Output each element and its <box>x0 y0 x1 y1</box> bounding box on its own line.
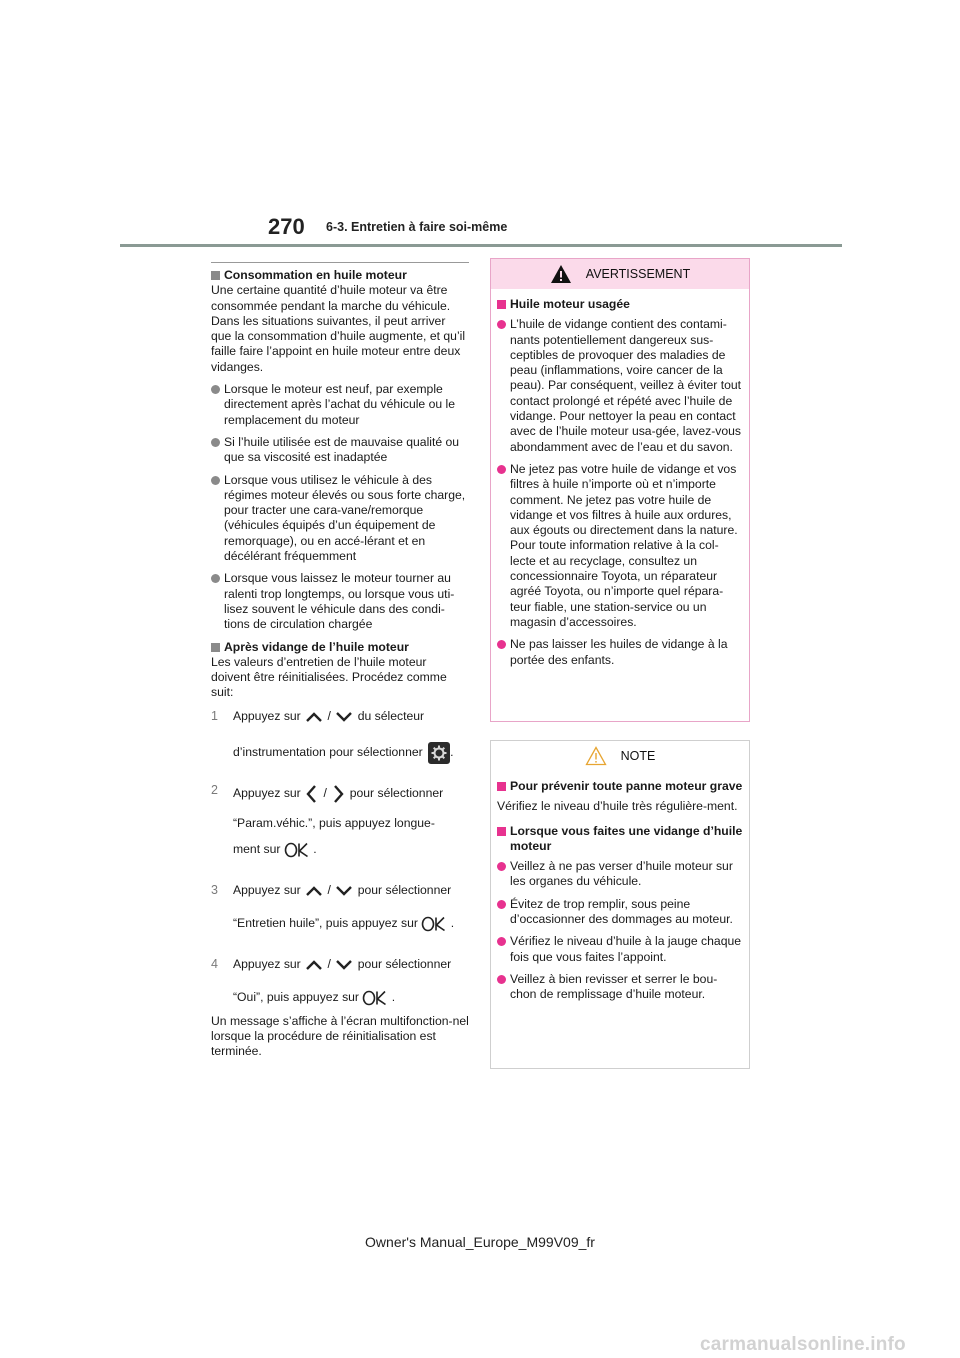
note-heading-2: Lorsque vous faites une vidange d’huile moteur <box>497 824 743 855</box>
list-item: Veillez à bien revisser et serrer le bou-chon de remplissage d’huile moteur. <box>497 972 743 1003</box>
list-item: Veillez à ne pas verser d’huile moteur sur les organes du véhicule. <box>497 859 743 890</box>
bullet-icon <box>497 937 506 946</box>
list-item: Ne pas laisser les huiles de vidange à la portée des enfants. <box>497 637 743 668</box>
left-column <box>211 262 469 1067</box>
ok-icon <box>362 990 388 1006</box>
bullet-icon <box>497 640 506 649</box>
chevron-down-icon <box>334 958 354 972</box>
warning-heading: Huile moteur usagée <box>497 297 743 312</box>
bullet-icon <box>211 574 220 583</box>
bullet-icon <box>497 900 506 909</box>
note-header <box>491 741 749 771</box>
bullet-icon <box>497 862 506 871</box>
list-item: Lorsque vous laissez le moteur tourner au ralenti trop longtemps, ou lorsque vous uti-lisez souvent le véhicule dans des condi-tions de circulation chargée <box>211 571 469 632</box>
closing-text: Un message s’affiche à l’écran multifonction-nel lorsque la procédure de réinitialisation est terminée. <box>211 1013 469 1059</box>
step-number: 3 <box>211 882 218 897</box>
chevron-left-icon <box>304 783 320 805</box>
chevron-up-icon <box>304 884 324 898</box>
warning-box <box>490 258 750 722</box>
step-1: 1 Appuyez sur / du sélecteur d’instrumentation pour sélectionner . <box>211 709 469 775</box>
step-number: 2 <box>211 782 218 797</box>
bullet-icon <box>211 476 220 485</box>
list-item: Évitez de trop remplir, sous peine d’occasionner des dommages au moteur. <box>497 897 743 928</box>
list-item: Lorsque le moteur est neuf, par exemple directement après l’achat du véhicule ou le remplacement du moteur <box>211 382 469 428</box>
after-change-heading: Après vidange de l’huile moteur <box>211 640 469 655</box>
list-item: Lorsque vous utilisez le véhicule à des régimes moteur élevés ou sous forte charge, pour tracter une cara-vane/remorque (véhicules équipés d’un équipement de remorquage), ou en accé-lérant et en décélérant fréquemment <box>211 473 469 565</box>
note-text-1: Vérifiez le niveau d’huile très régulière-ment. <box>497 799 738 814</box>
chevron-down-icon <box>334 710 354 724</box>
step-number: 1 <box>211 708 218 723</box>
warning-triangle-icon <box>550 264 572 284</box>
column-top-rule <box>211 262 469 263</box>
after-change-intro: Les valeurs d’entretien de l’huile moteur doivent être réinitialisées. Procédez comme suit: <box>211 654 447 700</box>
list-item: Ne jetez pas votre huile de vidange et vos filtres à huile n’importe où et n’importe comment. Ne jetez pas votre huile de vidange et vos filtres à huile aux ordures, aux égouts ou directement dans la nature. Pour toute information relative à la col-lecte et au recyclage, consultez un concessionnaire Toyota, un réparateur agréé Toyota, ou n’importe quel répara-teur fiable, une station-service ou un magasin d’accessoires. <box>497 462 743 630</box>
note-title: NOTE <box>620 749 656 763</box>
chevron-up-icon <box>304 710 324 724</box>
list-item: L’huile de vidange contient des contami-nants potentiellement dangereux sus-ceptibles de provoquer des maladies de peau (inflammations, voire cancer de la peau). Par conséquent, veillez à éviter tout contact prolongé et répété avec l’huile de vidange. Pour nettoyer la peau en contact avec de l’huile moteur usa-gée, lavez-vous abondamment avec de l’eau et du savon. <box>497 317 743 455</box>
bullet-icon <box>497 320 506 329</box>
step-number: 4 <box>211 956 218 971</box>
ok-icon <box>421 916 447 932</box>
step-4: 4 Appuyez sur / pour sélectionner “Oui”, puis appuyez sur . <box>211 956 452 1004</box>
step-2: 2 Appuyez sur / pour sélectionner “Param.véhic.”, puis appuyez longue- ment sur . <box>211 782 444 856</box>
note-box <box>490 740 750 1069</box>
step-3: 3 Appuyez sur / pour sélectionner “Entretien huile”, puis appuyez sur . <box>211 882 455 930</box>
note-heading-1: Pour prévenir toute panne moteur grave <box>497 779 743 794</box>
bullet-icon <box>497 975 506 984</box>
chevron-right-icon <box>330 783 346 805</box>
section-title: 6-3. Entretien à faire soi-même <box>326 220 508 234</box>
list-item: Si l’huile utilisée est de mauvaise qualité ou que sa viscosité est inadaptée <box>211 435 469 466</box>
header-rule <box>120 244 842 247</box>
bullet-icon <box>211 385 220 394</box>
warning-title: AVERTISSEMENT <box>585 267 691 281</box>
chevron-down-icon <box>334 884 354 898</box>
settings-gear-icon <box>428 742 450 764</box>
footer-manual-id: Owner's Manual_Europe_M99V09_fr <box>365 1234 595 1250</box>
list-item: Vérifiez le niveau d’huile à la jauge chaque fois que vous faites l’appoint. <box>497 934 743 965</box>
chevron-up-icon <box>304 958 324 972</box>
page-number: 270 <box>268 214 305 239</box>
consumption-heading: Consommation en huile moteur <box>211 268 469 283</box>
ok-icon <box>284 842 310 858</box>
bullet-icon <box>497 465 506 474</box>
bullet-icon <box>211 438 220 447</box>
consumption-intro: Une certaine quantité d’huile moteur va être consommée pendant la marche du véhicule. Dans les situations suivantes, il peut arriver que la consommation d’huile augmente, et qu’il faille faire l’appoint en huile moteur entre deux vidanges. <box>211 283 466 374</box>
note-triangle-icon <box>585 746 607 766</box>
watermark: carmanualsonline.info <box>700 1334 906 1355</box>
warning-header <box>491 259 749 289</box>
